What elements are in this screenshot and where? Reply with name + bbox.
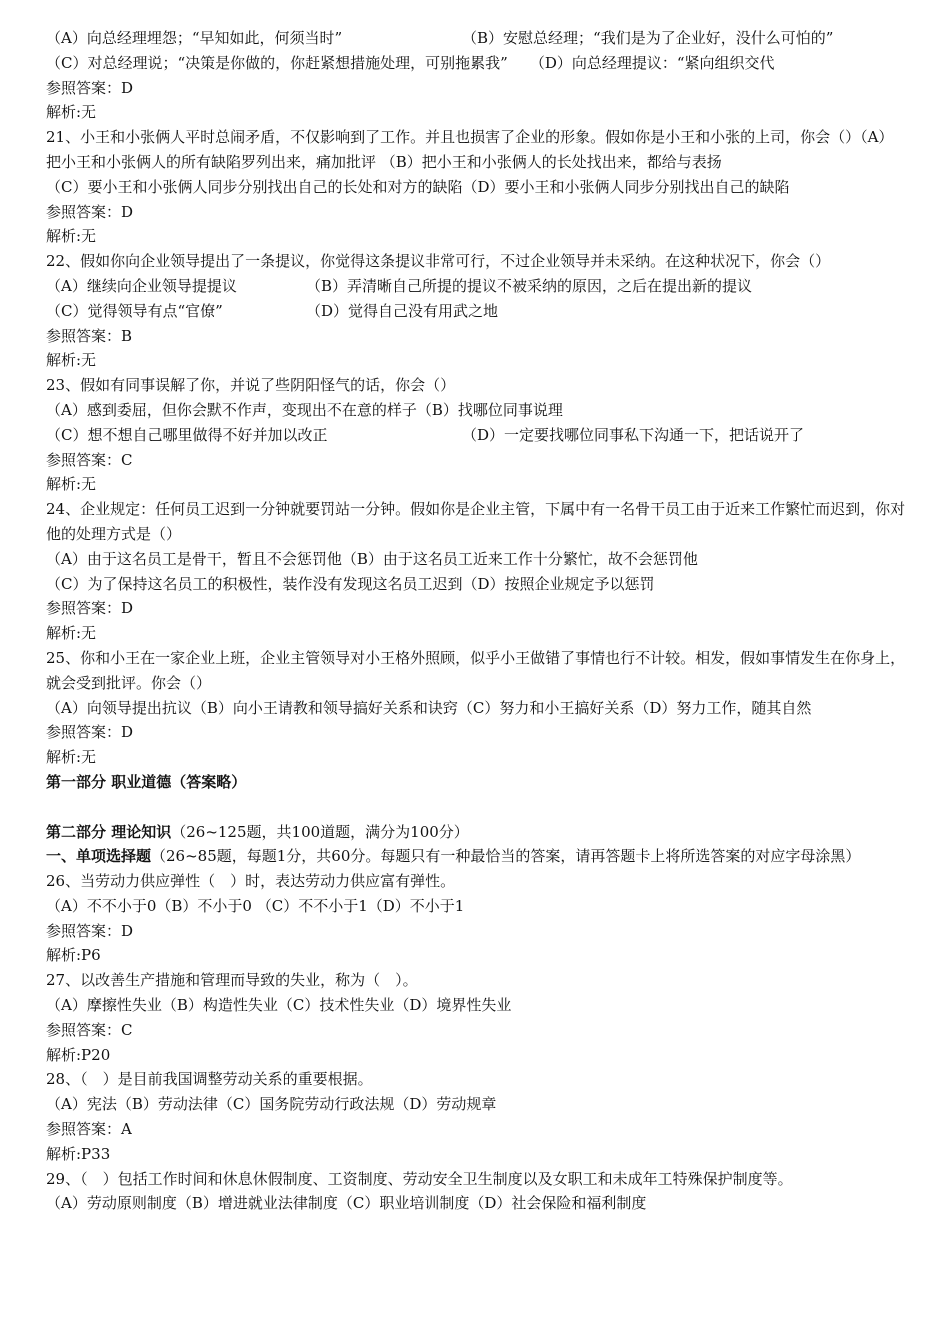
q23-options-ab: （A）感到委屈，但你会默不作声，变现出不在意的样子（B）找哪位同事说理 xyxy=(46,400,563,419)
q26-analysis: 解析:P6 xyxy=(46,946,101,965)
q28-analysis: 解析:P33 xyxy=(46,1144,111,1163)
q22-option-b: （B）弄清晰自己所提的提议不被采纳的原因，之后在提出新的提议 xyxy=(306,276,753,295)
q25-options: （A）向领导提出抗议（B）向小王请教和领导搞好关系和诀窍（C）努力和小王搞好关系（D）努力工作，随其自然 xyxy=(46,698,812,717)
q23-analysis: 解析:无 xyxy=(46,475,97,494)
q27-answer: 参照答案：C xyxy=(46,1020,133,1039)
q22-option-a: （A）继续向企业领导提提议 xyxy=(46,276,237,295)
q25-answer: 参照答案：D xyxy=(46,723,134,742)
part2-note: （26~125题，共100道题，满分为100分） xyxy=(171,822,469,841)
q26-options: （A）不不小于0（B）不小于0 （C）不不小于1（D）不小于1 xyxy=(46,896,465,915)
q20-analysis: 解析:无 xyxy=(46,103,97,122)
q23-options-cd xyxy=(46,423,908,448)
blank-line xyxy=(46,795,908,820)
q21-answer: 参照答案：D xyxy=(46,202,134,221)
q28-answer: 参照答案：A xyxy=(46,1120,132,1139)
q24-analysis: 解析:无 xyxy=(46,624,97,643)
part2-title: 第二部分 理论知识 xyxy=(46,822,172,841)
part1-heading: 第一部分 职业道德（答案略） xyxy=(46,772,247,791)
q27-options: （A）摩擦性失业（B）构造性失业（C）技术性失业（D）境界性失业 xyxy=(46,996,512,1015)
part2-heading xyxy=(46,820,908,845)
q29-options: （A）劳动原则制度（B）增进就业法律制度（C）职业培训制度（D）社会保险和福利制度 xyxy=(46,1194,647,1213)
q22-analysis: 解析:无 xyxy=(46,351,97,370)
q20-options-ab xyxy=(46,26,908,51)
q28-stem: 28、（ ）是目前我国调整劳动关系的重要根据。 xyxy=(46,1070,373,1089)
q21-stem: 21、小王和小张俩人平时总闹矛盾，不仅影响到了工作。并且也损害了企业的形象。假如你是小王和小张的上司，你会（）（A）把小王和小张俩人的所有缺陷罗列出来，痛加批评 （B）把小王和小张俩人的长处找出来，都给与表扬 xyxy=(46,128,894,171)
q24-options-ab: （A）由于这名员工是骨干，暂且不会惩罚他（B）由于这名员工近来工作十分繁忙，故不会惩罚他 xyxy=(46,549,698,568)
q24-options-cd: （C）为了保持这名员工的积极性，装作没有发现这名员工迟到（D）按照企业规定予以惩罚 xyxy=(46,574,655,593)
q23-answer: 参照答案：C xyxy=(46,450,133,469)
q29-stem: 29、（ ）包括工作时间和休息休假制度、工资制度、劳动安全卫生制度以及女职工和未成年工特殊保护制度等。 xyxy=(46,1169,793,1188)
q22-answer: 参照答案：B xyxy=(46,326,133,345)
q23-option-c: （C）想不想自己哪里做得不好并加以改正 xyxy=(46,425,328,444)
q20-answer: 参照答案：D xyxy=(46,78,134,97)
q20-options-cd xyxy=(46,51,908,76)
q27-stem: 27、以改善生产措施和管理而导致的失业，称为（ ）。 xyxy=(46,971,418,990)
q22-option-d: （D）觉得自己没有用武之地 xyxy=(306,301,499,320)
q22-options-ab xyxy=(46,274,908,299)
q20-option-b: （B）安慰总经理；“我们是为了企业好，没什么可怕的” xyxy=(462,29,834,47)
q22-stem: 22、假如你向企业领导提出了一条提议，你觉得这条提议非常可行，不过企业领导并未采纳。在这种状况下，你会（） xyxy=(46,252,831,271)
q27-analysis: 解析:P20 xyxy=(46,1045,111,1064)
q26-stem: 26、当劳动力供应弹性（ ）时，表达劳动力供应富有弹性。 xyxy=(46,872,456,891)
q20-option-a: （A）向总经理埋怨；“早知如此，何须当时” xyxy=(46,29,343,47)
q22-options-cd xyxy=(46,299,908,324)
q21-analysis: 解析:无 xyxy=(46,227,97,246)
q22-option-c: （C）觉得领导有点“官僚” xyxy=(46,301,223,320)
q23-option-d: （D）一定要找哪位同事私下沟通一下，把话说开了 xyxy=(462,425,805,444)
q28-options: （A）宪法（B）劳动法律（C）国务院劳动行政法规（D）劳动规章 xyxy=(46,1095,497,1114)
section1-title: 一、单项选择题 xyxy=(46,847,152,866)
q24-answer: 参照答案：D xyxy=(46,599,134,618)
section1-note: （26~85题，每题1分，共60分。每题只有一种最恰当的答案，请再答题卡上将所选答案的对应字母涂黑） xyxy=(151,847,861,866)
q24-stem: 24、企业规定：任何员工迟到一分钟就要罚站一分钟。假如你是企业主管，下属中有一名骨干员工由于近来工作繁忙而迟到，你对他的处理方式是（） xyxy=(46,500,906,543)
q25-analysis: 解析:无 xyxy=(46,748,97,767)
q23-stem: 23、假如有同事误解了你，并说了些阴阳怪气的话，你会（） xyxy=(46,376,456,395)
q20-option-c: （C）对总经理说；“决策是你做的，你赶紧想措施处理，可别拖累我” xyxy=(46,53,508,72)
q26-answer: 参照答案：D xyxy=(46,921,134,940)
section1-heading xyxy=(46,844,908,869)
q21-options-cd: （C）要小王和小张俩人同步分别找出自己的长处和对方的缺陷（D）要小王和小张俩人同步分别找出自己的缺陷 xyxy=(46,177,790,196)
q25-stem: 25、你和小王在一家企业上班，企业主管领导对小王格外照顾，似乎小王做错了事情也行不计较。相发，假如事情发生在你身上，就会受到批评。你会（） xyxy=(46,648,906,692)
document-page xyxy=(46,26,908,1216)
q20-option-d: （D）向总经理提议：“紧向组织交代 xyxy=(529,53,775,72)
